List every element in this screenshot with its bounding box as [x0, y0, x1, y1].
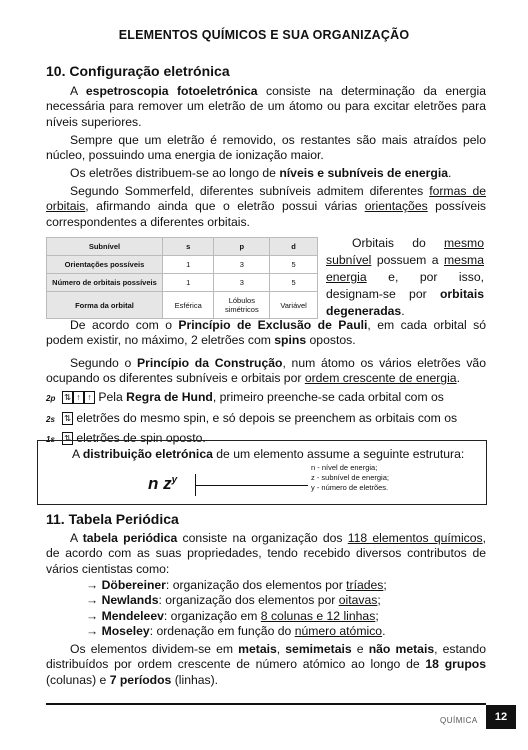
section-11-heading: 11. Tabela Periódica: [46, 511, 179, 527]
paragraph-tabela-periodica: A tabela periódica consiste na organização dos 118 elementos químicos, de acordo com as suas propriedades, tendo recebido diversos contributos de vários cientistas como:: [46, 531, 487, 576]
table-cell: 3: [214, 256, 270, 274]
table-header: d: [270, 238, 318, 256]
table-cell: 5: [270, 256, 318, 274]
paragraph-sommerfeld: Segundo Sommerfeld, diferentes subníveis admitem diferentes formas de orbitais, afirmando ainda que o eletrão possui várias orientações possíveis correspondentes a diferentes orbitais.: [46, 184, 486, 229]
table-cell: 5: [270, 274, 318, 292]
table-header: Subnível: [47, 238, 163, 256]
orbital-box-full: ⇅: [63, 412, 72, 423]
notation-connector: [195, 474, 208, 496]
hund-line-1s: 1s ⇅ eletrões de spin oposto.: [46, 429, 486, 450]
list-item: → Newlands: organização dos elementos por oitavas;: [86, 593, 381, 608]
distribuicao-eletronica-box: [37, 440, 487, 505]
paragraph-construcao: Segundo o Princípio da Construção, num átomo os vários eletrões vão ocupando os diferentes subníveis e orbitais por ordem crescente de energia.: [46, 356, 486, 386]
paragraph-espetroscopia: A espetroscopia fotoeletrónica consiste na determinação da energia necessária para remover um eletrão de um átomo ou para excitar eletrões para níveis superiores.: [46, 84, 487, 129]
table-row: [47, 274, 318, 292]
table-header-row: [47, 238, 318, 256]
page-title: ELEMENTOS QUÍMICOS E SUA ORGANIZAÇÃO: [118, 28, 410, 42]
table-cell: 1: [162, 274, 214, 292]
table-cell: 1: [162, 256, 214, 274]
footer-divider: [46, 703, 486, 705]
table-header: p: [214, 238, 270, 256]
orbital-box-half: ↑: [73, 391, 84, 404]
legend-item: n - nível de energia;: [311, 463, 378, 472]
orbital-box-half: ↑: [84, 391, 95, 404]
list-item: → Moseley: ordenação em função do número atómico.: [86, 624, 386, 639]
arrow-icon: →: [86, 593, 99, 608]
page-number: 12: [486, 705, 516, 729]
orbitais-degeneradas-text: Orbitais do mesmo subnível possuem a mesma energia e, por isso, designam-se por orbitais degeneradas.: [326, 236, 484, 318]
footer-subject: QUÍMICA: [440, 716, 478, 725]
arrow-icon: →: [86, 608, 99, 623]
subnivel-table: [46, 237, 318, 319]
orbital-box-full: ⇅: [63, 392, 72, 403]
table-cell: Forma da orbital: [47, 292, 163, 319]
table-cell: Esférica: [162, 292, 214, 319]
legend-item: y - número de eletrões.: [311, 483, 389, 492]
orbital-label-2s: 2s: [46, 414, 55, 424]
list-item: → Döbereiner: organização dos elementos por tríades;: [86, 578, 387, 592]
table-cell: Variável: [270, 292, 318, 319]
scientists-list: [86, 578, 387, 640]
hund-line-2s: 2s ⇅ eletrões do mesmo spin, e só depois se preenchem as orbitais com os: [46, 409, 486, 430]
distribuicao-label: A distribuição eletrónica de um elemento assume a seguinte estrutura:: [72, 447, 465, 461]
paragraph-pauli: De acordo com o Princípio de Exclusão de Pauli, em cada orbital só podem existir, no máximo, 2 eletrões com spins opostos.: [46, 318, 486, 348]
notation-legend: [311, 463, 389, 493]
table-row: [47, 256, 318, 274]
table-header: s: [162, 238, 214, 256]
arrow-icon: →: [86, 624, 99, 639]
orbital-label-1s: 1s: [46, 435, 55, 444]
paragraph-niveis: Os eletrões distribuem-se ao longo de níveis e subníveis de energia.: [70, 166, 452, 180]
hund-line-2p: 2p ⇅ ↑ ↑ Pela Regra de Hund, primeiro preenche-se cada orbital com os: [46, 388, 486, 409]
paragraph-classificacao: Os elementos dividem-se em metais, semimetais e não metais, estando distribuídos por ordem crescente de número atómico ao longo de 18 grupos (colunas) e 7 períodos (linhas).: [46, 642, 487, 687]
arrow-icon: →: [86, 578, 99, 592]
table-row: [47, 292, 318, 319]
table-cell: Lóbulos simétricos: [214, 292, 270, 319]
section-10-heading: 10. Configuração eletrónica: [46, 63, 230, 79]
legend-item: z - subnível de energia;: [311, 473, 389, 482]
table-cell: 3: [214, 274, 270, 292]
orbital-box-full: ⇅: [63, 433, 72, 444]
table-cell: Número de orbitais possíveis: [47, 274, 163, 292]
list-item: → Mendeleev: organização em 8 colunas e 12 linhas;: [86, 608, 379, 623]
paragraph-ionizacao: Sempre que um eletrão é removido, os restantes são mais atraídos pelo núcleo, possuindo uma energia de ionização maior.: [46, 133, 486, 163]
orbital-label-2p: 2p: [46, 394, 56, 403]
table-cell: Orientações possíveis: [47, 256, 163, 274]
notation-nzy: n $z^y$: [148, 474, 178, 493]
